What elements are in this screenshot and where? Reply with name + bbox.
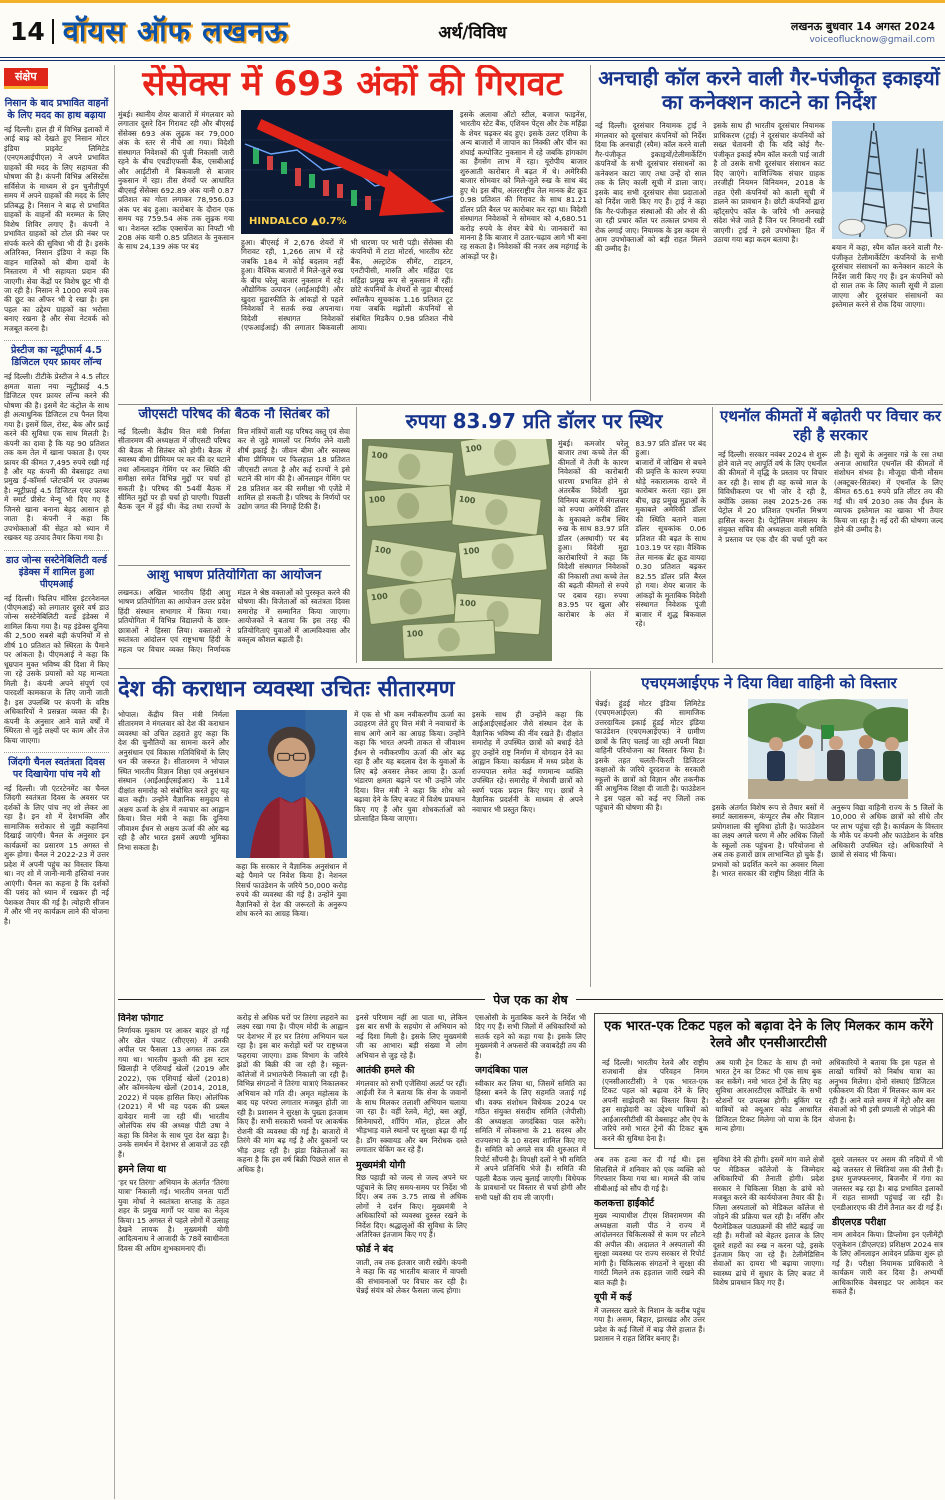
page-one-continued-section	[118, 991, 943, 1499]
article-body: प्रभावों को प्रदर्शित करने का अवसर मिला है। भारत सरकार की राष्ट्रीय शिक्षा नीति के अनुरूप विद्या वाहिनी राज्य के 5 जिलों के 10,000 से अधिक छात्रों को सीधे तौर पर लाभ पहुंचा रही है। कार्यक्रम के विस्तार के मौके पर कंपनी और फाउंडेशन के वरिष्ठ अधिकारी उपस्थित रहे। अधिकारियों ने छात्रों से संवाद भी किया।	[712, 803, 943, 879]
brief-headline: डाउ जोन्स सस्टेनेबिलिटी वर्ल्ड इंडेक्स में शामिल हुआ पीएमआई	[6, 554, 107, 590]
svg-text:100: 100	[373, 544, 392, 557]
calls-image-column	[832, 121, 943, 393]
sensex-middle	[241, 110, 453, 398]
continued-column	[237, 1013, 348, 1499]
continued-text: जाती, तब तक इंतजार जारी रखेंगे। कंपनी ने कहा कि वह भारतीय बाजार में वापसी की संभावनाओं पर विचार कर रही है। चेन्नई संयंत्र को लेकर फैसला जल्द होगा।	[356, 1257, 467, 1296]
page-number: 14	[10, 19, 54, 44]
continued-text: रिछ पहाड़ी को जल्द से जल्द अपने घर पहुंचाने के लिए समय-समय पर निर्देश भी दिए। अब तक 3.75 लाख से अधिक लोगों ने दर्शन किए। मुख्यमंत्री ने अधिकारियों को व्यवस्था दुरुस्त रखने के निर्देश दिए। श्रद्धालुओं की सुविधा के लिए अतिरिक्त इंतजाम किए गए हैं।	[356, 1173, 467, 1239]
article-headline: एथनॉल कीमतों में बढ़ोतरी पर विचार कर रही है सरकार	[720, 407, 941, 444]
continued-text: अब तक हत्या कर दी गई थी। इस सिलसिले में शनिवार को एक व्यक्ति को गिरफ्तार किया गया था। मामले की जांच सीबीआई को सौंप दी गई है।	[594, 1155, 705, 1193]
column-divider	[712, 407, 713, 663]
column-divider	[590, 65, 591, 401]
continued-column	[594, 1155, 705, 1499]
continued-body	[118, 1013, 943, 1499]
rule-line	[118, 999, 485, 1000]
article-body: चेन्नई। हुंडई मोटर इंडिया लिमिटेड (एचएमआईएल) की सामाजिक उत्तरदायित्व इकाई हुंडई मोटर इंडिया फाउंडेशन (एचएमआईएफ) ने ग्रामीण छात्रों के लिए चलाई जा रही अपनी विद्या वाहिनी परियोजना का विस्तार किया है। इसके तहत चलती-फिरती डिजिटल कक्षाओं के जरिये दूरदराज के सरकारी स्कूलों के छात्रों को विज्ञान और तकनीक की आधुनिक शिक्षा दी जाती है। फाउंडेशन ने इस पहल को कई नए जिलों तक पहुंचाने की घोषणा की है।	[595, 699, 705, 813]
brief-body: नई दिल्ली। हाल ही में विभिन्न इलाकों में आई बाढ़ को देखते हुए निसान मोटर इंडिया प्राइवेट लिमिटेड (एनएमआईपीएल) ने अपने प्रभावित ग्राहकों की मदद के लिए सहायता की घोषणा की है। कंपनी विभिन्न असिस्टेंस सर्विसेज के माध्यम से इन चुनौतीपूर्ण समय में अपने ग्राहकों की मदद के लिए प्रतिबद्ध है। निसान ने बाढ़ से प्रभावित ग्राहकों के वाहनों की मरम्मत के लिए विशेष शिविर लगाए हैं। कंपनी ने प्रभावित ग्राहकों को टोल फ्री नंबर पर संपर्क करने की सुविधा भी दी है। इसके अतिरिक्त, निसान इंडिया ने कहा कि वाहन मालिकों को बीमा दावों के निस्तारण में भी सहायता प्रदान की जाएगी। सेवा केंद्रों पर विशेष छूट भी दी जा रही है। निसान ने 1000 रुपये तक की छूट का ऑफर भी दे रखा है। इस पहल का उद्देश्य ग्राहकों का भरोसा बनाए रखना है और सेवा नेटवर्क को मजबूत करना है।	[4, 124, 109, 333]
continued-column	[356, 1013, 467, 1499]
continued-text: निर्णायक मुकाम पर आकर बाहर हो गईं और खेल पंचाट (सीएएस) में उनकी अपील पर फैसला 13 अगस्त तक टल गया था। भारतीय कुश्ती की इस स्टार खिलाड़ी ने एशियाई खेलों (2019 और 2022), एक एशियाई खेलों (2018) और कॉमनवेल्थ खेलों (2014, 2018, 2022) में पदक हासिल किए। ओलंपिक (2021) में भी वह पदक की प्रबल दावेदार मानी जा रही थीं। भारतीय ओलंपिक संघ की अध्यक्ष पीटी उषा ने कहा कि विनेश के साथ पूरा देश खड़ा है। उनके समर्थन में देशभर से आवाजें उठ रही हैं।	[118, 1026, 229, 1159]
article-body: इसके अंतर्गत विशेष रूप से तैयार बसों में स्मार्ट क्लासरूम, कंप्यूटर लैब और विज्ञान प्रयोगशाला की सुविधा होती है। फाउंडेशन का लक्ष्य अगले चरण में और अधिक जिलों के स्कूलों तक पहुंचना है। परियोजना से अब तक हजारों छात्र लाभान्वित हो चुके हैं।	[712, 803, 824, 860]
article-body: इसके अलावा ऑटो स्टील, बजाज फाइनेंस, भारतीय स्टेट बैंक, एशियन पेंट्स और टेक महिंद्रा के शेयर चढ़कर बंद हुए। इसके उलट एशिया के अन्य बाजारों में जापान का निक्की और चीन का शंघाई कम्पोजिट नुकसान में रहे जबकि हांगकांग का हैंगसेंग लाभ में रहा। यूरोपीय बाजार शुरुआती कारोबार में बढ़त में थे। अमेरिकी बाजार सोमवार को मिले-जुले रुख के साथ बंद हुए थे। इस बीच, अंतरराष्ट्रीय तेल मानक ब्रेंट क्रूड 0.98 प्रतिशत की गिरावट के साथ 81.21 डॉलर प्रति बैरल पर कारोबार कर रहा था। विदेशी संस्थागत निवेशकों ने सोमवार को 4,680.51 करोड़ रुपये के शेयर बेचे थे। जानकारों का मानना है कि बाजार में उतार-चढ़ाव आगे भी बना रह सकता है। निवेशकों की नजर अब महंगाई के आंकड़ों पर है।	[460, 109, 587, 261]
article-trai-spam-calls	[595, 65, 943, 401]
brief-item	[4, 753, 109, 933]
brief-item	[4, 94, 109, 341]
article-gst-council	[118, 407, 350, 560]
brief-item	[4, 551, 109, 753]
issue-info	[791, 19, 935, 45]
rupee-content	[362, 439, 706, 661]
article-body: अधिकारियों ने बताया कि इस पहल से लाखों यात्रियों को निर्बाध यात्रा का अनुभव मिलेगा। दोनों संस्थाएं डिजिटल एकीकरण की दिशा में मिलकर काम कर रही हैं। आने वाले समय में मेट्रो और बस सेवाओं को भी इसी प्रणाली से जोड़ने की योजना है।	[828, 1057, 935, 1124]
continued-text: सुविधा देने की होगी। इसमें मांग वाले क्षेत्रों पर मेडिकल कॉलेजों के जिम्मेदार अधिकारियों की तैनाती होगी। प्रदेश सरकार ने चिकित्सा शिक्षा के ढांचे को मजबूत करने की कार्ययोजना तैयार की है। जिला अस्पतालों को मेडिकल कॉलेज से जोड़ने की प्रक्रिया चल रही है। नर्सिंग और पैरामेडिकल पाठ्यक्रमों की सीटें बढ़ाई जा रही हैं। मरीजों को बेहतर इलाज के लिए दूसरे शहरों का रुख न करना पड़े, इसके इंतजाम किए जा रहे हैं। टेलीमेडिसिन सेवाओं का दायरा भी बढ़ाया जाएगा। स्वास्थ्य ढांचे में सुधार के लिए बजट में विशेष प्रावधान किए गए हैं।	[713, 1155, 824, 1288]
article-sitharaman-taxation	[118, 671, 583, 987]
continued-title: पेज एक का शेष	[493, 992, 568, 1007]
continued-subhead: हमने लिया था	[118, 1164, 167, 1176]
boxed-article-columns	[602, 1058, 935, 1143]
continued-header	[118, 991, 943, 1008]
brief-body: नई दिल्ली। टीटीके प्रेस्टीज ने 4.5 लीटर क्षमता वाला नया न्यूट्रीफ्राई 4.5 डिजिटल एयर फ्रायर लॉन्च करने की घोषणा की है। इसमें वेट कंट्रोल के साथ ही अत्याधुनिक डिजिटल टच पैनल दिया गया है। इसमें ग्रिल, रोस्ट, बेक और फ्राई करने की सुविधा एक साथ मिलती है। कंपनी का दावा है कि यह 90 प्रतिशत तक कम तेल में खाना पकाता है। एयर फ्रायर की कीमत 7,495 रुपये रखी गई है और यह कंपनी की वेबसाइट तथा प्रमुख ई-कॉमर्स प्लेटफॉर्म पर उपलब्ध है। न्यूट्रीफ्राई 4.5 डिजिटल एयर फ्रायर में स्मार्ट प्रीसेट मेन्यू भी दिए गए हैं जिनसे खाना बनाना बेहद आसान हो जाता है। कंपनी ने कहा कि उपभोक्ताओं की सेहत को ध्यान में रखकर यह उत्पाद तैयार किया गया है।	[4, 372, 109, 543]
column-divider	[356, 407, 357, 663]
continued-subhead: कलकत्ता हाईकोर्ट	[594, 1198, 655, 1210]
article-headline: आशु भाषण प्रतियोगिता का आयोजन	[146, 568, 322, 583]
masthead: वॉयस ऑफ लखनऊ	[62, 14, 289, 48]
continued-text: मंगलवार को सभी एजेंसियां अलर्ट पर रहीं। आईजी रेंज ने बताया कि सेना के जवानों के साथ मिलकर तलाशी अभियान चलाया जा रहा है। वहीं रेलवे, मेट्रो, बस अड्डों, सिनेमाघरों, शॉपिंग मॉल, होटल और भीड़भाड़ वाले स्थानों पर सुरक्षा बढ़ा दी गई है। डॉग स्क्वायड और बम निरोधक दस्ते लगातार चेकिंग कर रहे हैं।	[356, 1078, 467, 1155]
rule-line	[576, 999, 943, 1000]
column-divider	[590, 671, 591, 987]
sitharaman-content	[118, 710, 583, 986]
issue-email: voiceoflucknow@gmail.com	[809, 34, 935, 45]
briefs-column	[4, 65, 115, 1499]
continued-text: मुख्य न्यायाधीश टीएस शिवरामणम की अध्यक्षता वाली पीठ ने राज्य में आंदोलनरत चिकित्सकों से काम पर लौटने की अपील की। अदालत ने अस्पतालों की सुरक्षा व्यवस्था पर राज्य सरकार से रिपोर्ट मांगी है। चिकित्सक संगठनों ने सुरक्षा की गारंटी मिलने तक हड़ताल जारी रखने की बात कही है।	[594, 1211, 705, 1287]
continued-column	[475, 1013, 586, 1499]
continued-column	[713, 1155, 824, 1499]
article-body: मुंबई। स्थानीय शेयर बाजारों में मंगलवार को लगातार दूसरे दिन गिरावट रही और बीएसई सेंसेक्स 693 अंक लुढ़क कर 79,000 अंक के स्तर से नीचे आ गया। विदेशी संस्थागत निवेशकों की पूंजी निकासी जारी रहने के बीच एचडीएफसी बैंक, एसबीआई और आईटीसी में बिकवाली से बाजार नुकसान में रहा। तीस शेयरों पर आधारित बीएसई सेंसेक्स 692.89 अंक यानी 0.87 प्रतिशत का गोता लगाकर 78,956.03 अंक पर बंद हुआ। कारोबार के दौरान एक समय यह 759.54 अंक तक लुढ़क गया था। नेशनल स्टॉक एक्सचेंज का निफ्टी भी 208 अंक यानी 0.85 प्रतिशत के नुकसान के साथ 24,139 अंक पर बंद	[118, 109, 234, 252]
svg-text:100: 100	[370, 450, 389, 461]
article-headline: रुपया 83.97 प्रति डॉलर पर स्थिर	[405, 409, 663, 433]
continued-subhead: फोर्ड ने बंद	[356, 1244, 394, 1256]
continued-text: स्वीकार कर लिया था, जिसमें समिति का हिस्सा बनने के लिए सहमति जताई गई थी। वक्फ संशोधन विधेयक 2024 पर गठित संयुक्त संसदीय समिति (जेपीसी) की अध्यक्षता जगदंबिका पाल करेंगे। समिति में लोकसभा के 21 सदस्य और राज्यसभा के 10 सदस्य शामिल किए गए हैं। समिति को अगले सत्र की शुरुआत में रिपोर्ट सौंपनी है। विपक्षी दलों ने भी समिति में अपने प्रतिनिधि भेजे हैं। समिति की पहली बैठक जल्द बुलाई जाएगी। विधेयक के प्रावधानों पर विस्तार से चर्चा होगी और सभी पक्षों की राय ली जाएगी।	[475, 1078, 586, 1202]
brief-item	[4, 341, 109, 550]
hmif-text	[712, 803, 943, 981]
continued-right	[594, 1013, 943, 1499]
article-body: इसके साथ ही भारतीय दूरसंचार नियामक प्राधिकरण (ट्राई) ने दूरसंचार कंपनियों को सख्त चेतावनी दी कि यदि कोई गैर-पंजीकृत इकाई स्पैम कॉल करती पाई जाती है तो उसके सभी दूरसंचार संसाधन काट दिए जाएंगे। वाणिज्यिक संचार ग्राहक तरजीही नियमन विनियमन, 2018 के तहत ऐसी कंपनियों को काली सूची में डालने का प्रावधान है। छोटी कंपनियों द्वारा व्हॉट्सऐप कॉल के जरिये भी अनचाहे संदेश भेजे जाते हैं जिन पर निगरानी रखी जाएगी। ट्राई ने इसे उपभोक्ता हित में उठाया गया बड़ा कदम बताया है।	[713, 121, 825, 244]
article-body: नई दिल्ली। दूरसंचार नियामक ट्राई ने मंगलवार को दूरसंचार कंपनियों को निर्देश दिया कि अनचाही (स्पैम) कॉल करने वाली गैर-पंजीकृत इकाइयों/टेलीमार्केटिंग कंपनियों के सभी दूरसंचार संसाधनों का कनेक्शन काटा जाए तथा उन्हें दो साल तक के लिए काली सूची में डाला जाए। इसके बाद सभी दूरसंचार सेवा प्रदाताओं को निर्देश जारी किए गए हैं। ट्राई ने कहा कि गैर-पंजीकृत संस्थाओं की ओर से की जा रही प्रचार कॉल पर तत्काल प्रभाव से रोक लगाई जाए। नियामक के इस कदम से आम उपभोक्ताओं को बड़ी राहत मिलने की उम्मीद है।	[595, 121, 707, 254]
brief-body: नई दिल्ली। जी एंटरटेनमेंट का चैनल जिंदगी स्वतंत्रता दिवस के अवसर पर दर्शकों के लिए पांच नए शो लेकर आ रहा है। इन शो में देशभक्ति और सामाजिक सरोकार से जुड़ी कहानियां दिखाई जाएंगी। चैनल के अनुसार इन कार्यक्रमों का प्रसारण 15 अगस्त से शुरू होगा। चैनल ने 2022-23 में उत्तर प्रदेश में अपनी पहुंच का विस्तार किया था। नए शो में जानी-मानी हस्तियां नजर आएंगी। चैनल का कहना है कि दर्शकों की पसंद को ध्यान में रखकर ही नई पेशकश तैयार की गई है। त्योहारी सीजन में और भी नए कार्यक्रम लाने की योजना है।	[4, 784, 109, 926]
briefs-label: संक्षेप	[4, 68, 48, 89]
continued-text: 'हर घर तिरंगा' अभियान के अंतर्गत 'तिरंगा यात्रा' निकाली गई। भारतीय जनता पार्टी युवा मोर्चा ने स्वतंत्रता सप्ताह के तहत शहर के प्रमुख मार्गों पर यात्रा का नेतृत्व किया। 15 अगस्त से पहले लोगों में उत्साह देखने लायक है। मुख्यमंत्री योगी आदित्यनाथ ने आजादी के 78वें स्वाधीनता दिवस की अग्रिम शुभकामनाएं दीं।	[118, 1177, 229, 1253]
currency-notes-image	[362, 439, 552, 661]
brief-headline: जिंदगी चैनल स्वतंत्रता दिवस पर दिखायेगा पांच नये शो	[8, 757, 105, 781]
article-body: बयान में कहा, स्पैम कॉल करने वाली गैर-पंजीकृत टेलीमार्केटिंग कंपनियों के सभी दूरसंचार संसाधनों का कनेक्शन काटने के निर्देश जारी किए गए हैं। इन कंपनियों को दो साल तक के लिए काली सूची में डाला जाएगा और दूरसंचार संसाधनों का इस्तेमाल करने से रोक दिया जाएगा।	[831, 243, 943, 310]
article-body: मुंबई। कमजोर घरेलू बाजार तथा कच्चे तेल की कीमतों में तेजी के कारण निवेशकों की कारोबारी धारणा प्रभावित होने से अंतरबैंक विदेशी मुद्रा विनिमय बाजार में मंगलवार को रुपया अमेरिकी डॉलर के मुकाबले करीब स्थिर रुख के साथ 83.97 प्रति डॉलर (अस्थायी) पर बंद हुआ। विदेशी मुद्रा कारोबारियों ने कहा कि विदेशी संस्थागत निवेशकों की निकासी तथा कच्चे तेल की बढ़ती कीमतों से रुपये पर दबाव रहा। रुपया 83.95 पर खुला और कारोबार के अंत में 83.97 प्रति डॉलर पर बंद हुआ।	[558, 439, 706, 619]
article-body: नई दिल्ली। सरकार नवंबर 2024 से शुरू होने वाले नए आपूर्ति वर्ष के लिए एथनॉल की कीमतों में वृद्धि के प्रस्ताव पर विचार कर रही है। साथ ही वह कच्चे माल के विविधीकरण पर भी जोर दे रही है, क्योंकि उसका लक्ष्य 2025-26 तक पेट्रोल में 20 प्रतिशत एथनॉल मिश्रण हासिल करना है। पेट्रोलियम मंत्रालय के संयुक्त सचिव की अध्यक्षता वाली समिति ने प्रस्ताव पर एक दौर की चर्चा पूरी कर ली है। सूत्रों के अनुसार गन्ने के रस तथा अनाज आधारित एथनॉल की कीमतों में संशोधन संभव है। मौजूदा चीनी मौसम (अक्टूबर-सितंबर) में एथनॉल के लिए कीमत 65.61 रुपये प्रति लीटर तय की गई थी। वर्ष 2030 तक जैव ईंधन के व्यापक इस्तेमाल का खाका भी तैयार किया जा रहा है। नई दरों की घोषणा जल्द होने की उम्मीद है।	[718, 449, 943, 544]
section-divider	[118, 404, 943, 405]
hmif-content	[595, 699, 943, 981]
continued-text: इनसे परिणाम नहीं आ पाता था, लेकिन इस बार सभी के सहयोग से अभियान को नई दिशा मिली है। इसके लिए मुख्यमंत्री जी का आभार। बड़ी संख्या में लोग अभियान से जुड़ रहे हैं।	[356, 1013, 467, 1060]
page-header	[0, 6, 945, 61]
article-ethanol-prices	[718, 407, 943, 663]
article-headline: देश की कराधान व्यवस्था उचितः सीतारमण	[118, 677, 455, 702]
article-body: नई दिल्ली। भारतीय रेलवे और राष्ट्रीय राजधानी क्षेत्र परिवहन निगम (एनसीआरटीसी) ने एक भारत-एक टिकट पहल को बढ़ावा देने के लिए अपनी साझेदारी का विस्तार किया है। इस साझेदारी का उद्देश्य यात्रियों को आईआरसीटीसी की वेबसाइट और ऐप के जरिये नमो भारत ट्रेनों की टिकट बुक करने की सुविधा देना है।	[602, 1057, 709, 1143]
continued-text: करोड़ से अधिक घरों पर तिरंगा लहराने का लक्ष्य रखा गया है। पीएम मोदी के आह्वान पर देशभर में हर घर तिरंगा अभियान चल रहा है। इस बार करोड़ों घरों पर राष्ट्रध्वज फहराया जाएगा। डाक विभाग के जरिये झंडों की बिक्री की जा रही है। स्कूल-कॉलेजों में प्रभातफेरी निकाली जा रही हैं। विभिन्न संगठनों ने तिरंगा यात्राएं निकालकर अभियान को गति दी। अमृत महोत्सव के बाद यह परंपरा लगातार मजबूत होती जा रही है। प्रशासन ने सुरक्षा के पुख्ता इंतजाम किए हैं। सभी सरकारी भवनों पर आकर्षक रोशनी की व्यवस्था की गई है। बाजारों में तिरंगे की मांग बढ़ गई है और दुकानों पर भीड़ उमड़ रही है। झंडा विक्रेताओं का कहना है कि इस वर्ष बिक्री पिछले साल से अधिक है।	[237, 1013, 348, 1174]
section-divider	[118, 565, 350, 566]
svg-text:100: 100	[462, 545, 481, 557]
sensex-content	[118, 110, 587, 398]
hmif-group-photo	[748, 699, 908, 799]
boxed-article-one-india-one-ticket	[594, 1013, 943, 1149]
svg-text:100: 100	[458, 494, 476, 506]
article-body: कहा कि सरकार ने वैज्ञानिक अनुसंधान में बड़े पैमाने पर निवेश किया है। नेशनल रिसर्च फाउंडेशन के जरिये 50,000 करोड़ रुपये की व्यवस्था की गई है। उन्होंने युवा वैज्ञानिकों से देश की जरूरतों के अनुरूप शोध करने का आग्रह किया।	[236, 862, 347, 919]
brief-headline: निसान के बाद प्रभावित वाहनों के लिए मदद का हाथ बढ़ाया	[4, 98, 109, 121]
calls-content	[595, 121, 943, 393]
continued-text: एसओसी के मुताबिक करने के निर्देश भी दिए गए हैं। सभी जिलों में अधिकारियों को सतर्क रहने को कहा गया है। इसके लिए मुख्यमंत्री ने अफसरों की जवाबदेही तय की है।	[475, 1013, 586, 1060]
article-hmif-vidya-vahini	[595, 671, 943, 987]
continued-subhead: विनेश फोगाट	[118, 1013, 164, 1024]
article-body: नई दिल्ली। केंद्रीय वित्त मंत्री निर्मला सीतारमण की अध्यक्षता में जीएसटी परिषद की बैठक नौ सितंबर को होगी। बैठक में स्वास्थ्य बीमा प्रीमियम पर कर की दर घटाने तथा ऑनलाइन गेमिंग पर कर स्थिति की समीक्षा समेत विभिन्न मुद्दों पर चर्चा हो सकती है। परिषद की 54वीं बैठक में सीमित मुद्दों पर ही चर्चा हो पाएगी। पिछली बैठक जून में हुई थी। केंद्र तथा राज्यों के वित्त मंत्रियों वाली यह परिषद वस्तु एवं सेवा कर से जुड़े मामलों पर निर्णय लेने वाली शीर्ष इकाई है। जीवन बीमा और स्वास्थ्य बीमा प्रीमियम पर फिलहाल 18 प्रतिशत जीएसटी लगता है और कई राज्यों ने इसे घटाने की मांग की है। ऑनलाइन गेमिंग पर 28 प्रतिशत कर की समीक्षा भी एजेंडे में शामिल हो सकती है। परिषद के निर्णयों पर उद्योग जगत की निगाहें टिकी हैं।	[118, 426, 350, 512]
continued-column	[832, 1155, 943, 1499]
article-headline: एचएमआईएफ ने दिया विद्या वाहिनी को विस्तार	[641, 674, 897, 692]
sitharaman-photo	[236, 710, 347, 858]
rupee-text	[558, 439, 706, 661]
article-headline: अनचाही कॉल करने वाली गैर-पंजीकृत इकाइयों का कनेक्शन काटने का निर्देश	[598, 66, 940, 114]
article-body: बाजारों में जोखिम से बचने की प्रवृत्ति के कारण रुपया थोड़े नकारात्मक दायरे में कारोबार करता रहा। इस बीच, छह प्रमुख मुद्राओं के मुकाबले अमेरिकी डॉलर की स्थिति बताने वाला डॉलर सूचकांक 0.06 प्रतिशत की बढ़त के साथ 103.19 पर रहा। वैश्विक तेल मानक ब्रेंट क्रूड वायदा 0.30 प्रतिशत बढ़कर 82.55 डॉलर प्रति बैरल हो गया। शेयर बाजार के आंकड़ों के मुताबिक विदेशी संस्थागत निवेशक पूंजी बाजार में शुद्ध बिकवाल रहे।	[635, 457, 706, 629]
article-headline: एक भारत-एक टिकट पहल को बढ़ावा देने के लिए मिलकर काम करेंगे रेलवे और एनसीआरटीसी	[604, 1019, 933, 1051]
svg-text:100: 100	[459, 598, 477, 609]
brief-headline: प्रेस्टीज का न्यूट्रीफार्म 4.5 डिजिटल एयर फ्रायर लॉन्च	[11, 345, 102, 369]
article-rupee-dollar	[362, 407, 706, 663]
continued-text: में जलस्तर खतरे के निशान के करीब पहुंच गया है। असम, बिहार, झारखंड और उत्तर प्रदेश के कई जिलों में बाढ़ जैसे हालात हैं। प्रशासन ने राहत शिविर बनाए हैं।	[594, 1305, 705, 1344]
section-divider	[118, 668, 943, 669]
brief-body: नई दिल्ली। फिलिप मॉरिस इंटरनेशनल (पीएमआई) को लगातार दूसरे वर्ष डाउ जोन्स सस्टेनेबिलिटी वर्ल्ड इंडेक्स में शामिल किया गया है। यह इंडेक्स दुनिया की 2,500 सबसे बड़ी कंपनियों में से शीर्ष 10 प्रतिशत को स्थिरता के पैमाने पर आंकता है। पीएमआई ने कहा कि धूम्रपान मुक्त भविष्य की दिशा में किए जा रहे उसके प्रयासों को यह मान्यता मिली है। कंपनी अपने संपूर्ण एवं पारदर्शी कामकाज के लिए जानी जाती है। इस उपलब्धि पर कंपनी के वरिष्ठ अधिकारियों ने प्रसन्नता व्यक्त की है। कंपनी के अनुसार आने वाले वर्षों में स्थिरता से जुड़े लक्ष्यों पर काम और तेज किया जाएगा।	[4, 593, 109, 745]
article-sensex-crash	[118, 65, 587, 401]
article-speech-contest	[118, 568, 350, 665]
continued-subhead: मुख्यमंत्री योगी	[356, 1159, 406, 1171]
hmif-right	[712, 699, 943, 981]
svg-text:100: 100	[370, 591, 389, 603]
continued-text: नाम आवेदन किया। डिप्लोमा इन एलीमेंट्री एजुकेशन (डीएलएड) प्रशिक्षण 2024 सत्र के लिए ऑनलाइन आवेदन प्रक्रिया शुरू हो गई है। परीक्षा नियामक प्राधिकारी ने कार्यक्रम जारी कर दिया है। अभ्यर्थी आधिकारिक वेबसाइट पर आवेदन कर सकते हैं।	[832, 1230, 943, 1297]
continued-left-columns	[118, 1013, 586, 1499]
continued-subhead: डीएलएड परीक्षा	[832, 1217, 886, 1229]
section-title: अर्थ/विविध	[438, 23, 507, 43]
continued-subhead: यूपी में कई	[594, 1292, 632, 1304]
continued-subhead: आतंकी हमले की	[356, 1065, 415, 1077]
article-body: हुआ। बीएसई में 2,676 शेयरों में गिरावट रही, 1,266 लाभ में रहे जबकि 184 में कोई बदलाव नहीं हुआ। वैश्विक बाजारों में मिले-जुले रुख के बीच घरेलू बाजार नुकसान में रहे। औद्योगिक उत्पादन (आईआईपी) और खुदरा मुद्रास्फीति के आंकड़ों से पहले निवेशकों ने सतर्क रुख अपनाया। विदेशी संस्थागत निवेशकों (एफआईआई) की लगातार बिकवाली भी धारणा पर भारी पड़ी। सेंसेक्स की कंपनियों में टाटा मोटर्स, भारतीय स्टेट बैंक, अल्ट्राटेक सीमेंट, टाइटन, एनटीपीसी, मारुति और महिंद्रा एंड महिंद्रा प्रमुख रूप से नुकसान में रहीं। छोटे कंपनियों के शेयरों से जुड़ा बीएसई स्मॉलकैप सूचकांक 1.16 प्रतिशत टूट गया जबकि मझोली कंपनियों से संबंधित मिडकैप 0.98 प्रतिशत नीचे आया।	[241, 237, 453, 333]
continued-text: दूसरे जलस्तर पर असम की नदियों में भी बढ़े जलस्तर से स्थितियां जस की तैसी हैं। इधर मुजफ्फरनगर, बिजनौर में गंगा का जलस्तर बढ़ रहा है। बाढ़ प्रभावित इलाकों में राहत सामग्री पहुंचाई जा रही है। एनडीआरएफ की टीमें तैनात कर दी गई हैं।	[832, 1155, 943, 1212]
sitharaman-photo-column	[236, 710, 347, 986]
stock-market-crash-image	[241, 110, 453, 234]
lead-headline: सेंसेक्स में 693 अंकों की गिरावट	[142, 65, 563, 104]
svg-text:100: 100	[406, 628, 424, 639]
continued-column	[118, 1013, 229, 1499]
continued-below-box	[594, 1155, 943, 1499]
chart-ticker-label: HINDALCO ▲0.7%	[249, 215, 347, 227]
article-body: इसके साथ ही उन्होंने कहा कि आईआईएसईआर जैसे संस्थान देश के वैज्ञानिक भविष्य की नींव रखते हैं। दीक्षांत समारोह में उपस्थित छात्रों को बधाई देते हुए उन्होंने राष्ट्र निर्माण में योगदान देने का आह्वान किया। कार्यक्रम में मध्य प्रदेश के राज्यपाल समेत कई गणमान्य व्यक्ति उपस्थित रहे। समारोह में मेधावी छात्रों को स्वर्ण पदक प्रदान किए गए। छात्रों ने वैज्ञानिक प्रदर्शनी के माध्यम से अपने नवाचार भी प्रस्तुत किए।	[472, 710, 583, 814]
article-body: लखनऊ। अखिल भारतीय हिंदी आशु भाषण प्रतियोगिता का आयोजन उत्तर प्रदेश हिंदी संस्थान सभागार में किया गया। प्रतियोगिता में विभिन्न विद्यालयों के छात्र-छात्राओं ने हिस्सा लिया। वक्ताओं ने स्वतंत्रता आंदोलन एवं राष्ट्रभाषा हिंदी के महत्व पर विचार व्यक्त किए। निर्णायक मंडल ने श्रेष्ठ वक्ताओं को पुरस्कृत करने की घोषणा की। विजेताओं को स्वतंत्रता दिवस समारोह में सम्मानित किया जाएगा। आयोजकों ने बताया कि इस तरह की प्रतियोगिताएं युवाओं में आत्मविश्वास और वक्तृत्व कौशल बढ़ाती हैं।	[118, 587, 350, 654]
article-headline: जीएसटी परिषद की बैठक नौ सितंबर को	[138, 407, 330, 422]
issue-date: लखनऊ बुधवार 14 अगस्त 2024	[790, 19, 935, 33]
svg-text:100: 100	[368, 494, 386, 505]
telecom-towers-image	[832, 121, 943, 239]
svg-text:100: 100	[464, 443, 483, 455]
article-body: अब यात्री ट्रेन टिकट के साथ ही नमो भारत ट्रेन का टिकट भी एक साथ बुक कर सकेंगे। नमो भारत ट्रेनों के लिए यह सुविधा आरआरटीएस कॉरिडोर के सभी स्टेशनों पर उपलब्ध होगी। बुकिंग पर यात्रियों को क्यूआर कोड आधारित डिजिटल टिकट मिलेगा जो यात्रा के दिन मान्य होगा।	[715, 1057, 822, 1134]
article-body: में एक से भी कम नवीकरणीय ऊर्जा का उदाहरण लेते हुए वित्त मंत्री ने नवाचारों के साथ आगे आने का आग्रह किया। उन्होंने कहा कि भारत अपनी ताकत से जीवाश्म ईंधन से नवीकरणीय ऊर्जा की ओर बढ़ रहा है और यह बदलाव देश के युवाओं के लिए बड़े अवसर लेकर आया है। ऊर्जा भंडारण क्षमता बढ़ाने पर भी उन्होंने जोर दिया। वित्त मंत्री ने कहा कि शोध को बढ़ावा देने के लिए बजट में विशेष प्रावधान किए गए हैं और युवा शोधकर्ताओं को प्रोत्साहित किया जाएगा।	[354, 710, 465, 824]
article-body: भोपाल। केंद्रीय वित्त मंत्री निर्मला सीतारमण ने मंगलवार को देश की कराधान व्यवस्था को उचित ठहराते हुए कहा कि देश की चुनौतियों का सामना करने और अनुसंधान एवं विकास गतिविधियों के लिए धन की जरूरत है। सीतारमण ने भोपाल स्थित भारतीय विज्ञान शिक्षा एवं अनुसंधान संस्थान (आईआईएसईआर) के 11वें दीक्षांत समारोह को संबोधित करते हुए यह बात कही। उन्होंने वैज्ञानिक समुदाय से अक्षय ऊर्जा के क्षेत्र में नवाचार का आह्वान किया। वित्त मंत्री ने कहा कि दुनिया जीवाश्म ईंधन से अक्षय ऊर्जा की ओर बढ़ रही है और भारत इसमें अग्रणी भूमिका निभा सकता है।	[118, 710, 229, 852]
continued-subhead: जगदंबिका पाल	[475, 1065, 528, 1077]
